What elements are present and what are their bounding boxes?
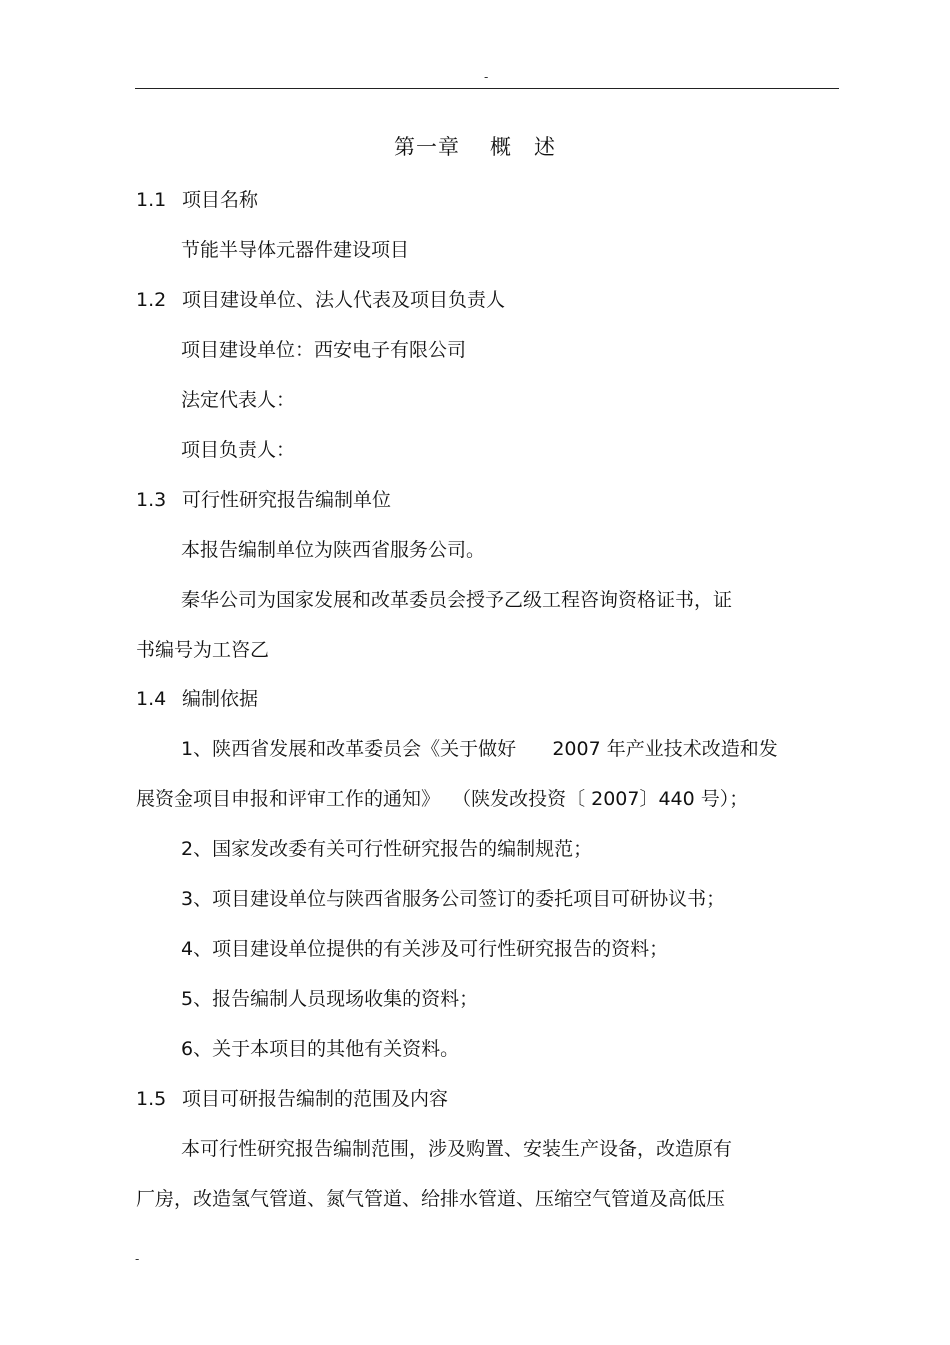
chapter-title <box>0 131 950 161</box>
chapter-title-word-2: 述 <box>534 135 556 159</box>
list-item: 4、项目建设单位提供的有关涉及可行性研究报告的资料； <box>181 938 669 960</box>
chapter-title-word-1: 概 <box>490 135 512 159</box>
section-title: 项目建设单位、法人代表及项目负责人 <box>182 289 506 311</box>
section-number: 1.2 <box>136 289 167 311</box>
paragraph-line: 项目负责人： <box>181 439 296 461</box>
section-number: 1.1 <box>136 189 167 211</box>
header-rule <box>135 88 839 89</box>
chapter-title-number: 第一章 <box>394 135 460 159</box>
paragraph-line: 法定代表人： <box>181 389 296 411</box>
paragraph-line: 本可行性研究报告编制范围，涉及购置、安装生产设备，改造原有 <box>181 1138 733 1160</box>
header-mark: - <box>484 70 489 84</box>
section-heading-1-5 <box>136 1086 448 1112</box>
list-item: 3、项目建设单位与陕西省服务公司签订的委托项目可研协议书； <box>181 888 726 910</box>
list-item: 2、国家发改委有关可行性研究报告的编制规范； <box>181 838 593 860</box>
paragraph-line: 书编号为工咨乙 <box>136 639 270 661</box>
section-title: 项目可研报告编制的范围及内容 <box>182 1088 449 1110</box>
section-title: 项目名称 <box>182 189 259 211</box>
section-heading-1-1 <box>136 187 258 213</box>
paragraph-line: 本报告编制单位为陕西省服务公司。 <box>181 539 486 561</box>
section-title: 编制依据 <box>182 688 259 710</box>
footer-mark: - <box>135 1252 140 1266</box>
section-number: 1.4 <box>136 688 167 710</box>
paragraph-line: 厂房，改造氢气管道、氮气管道、给排水管道、压缩空气管道及高低压 <box>136 1188 726 1210</box>
section-number: 1.5 <box>136 1088 167 1110</box>
paragraph-line: 展资金项目申报和评审工作的通知》 （陕发改投资〔 2007〕440 号）； <box>136 788 749 810</box>
section-title: 可行性研究报告编制单位 <box>182 489 392 511</box>
list-item: 6、关于本项目的其他有关资料。 <box>181 1038 460 1060</box>
section-heading-1-3 <box>136 487 391 513</box>
section-heading-1-4 <box>136 686 258 712</box>
paragraph-line: 秦华公司为国家发展和改革委员会授予乙级工程咨询资格证书，证 <box>181 589 733 611</box>
paragraph-line: 1、陕西省发展和改革委员会《关于做好 2007 年产业技术改造和发 <box>181 738 778 760</box>
paragraph-line: 节能半导体元器件建设项目 <box>181 239 410 261</box>
paragraph-line: 项目建设单位：西安电子有限公司 <box>181 339 467 361</box>
section-number: 1.3 <box>136 489 167 511</box>
section-heading-1-2 <box>136 287 505 313</box>
list-item: 5、报告编制人员现场收集的资料； <box>181 988 479 1010</box>
